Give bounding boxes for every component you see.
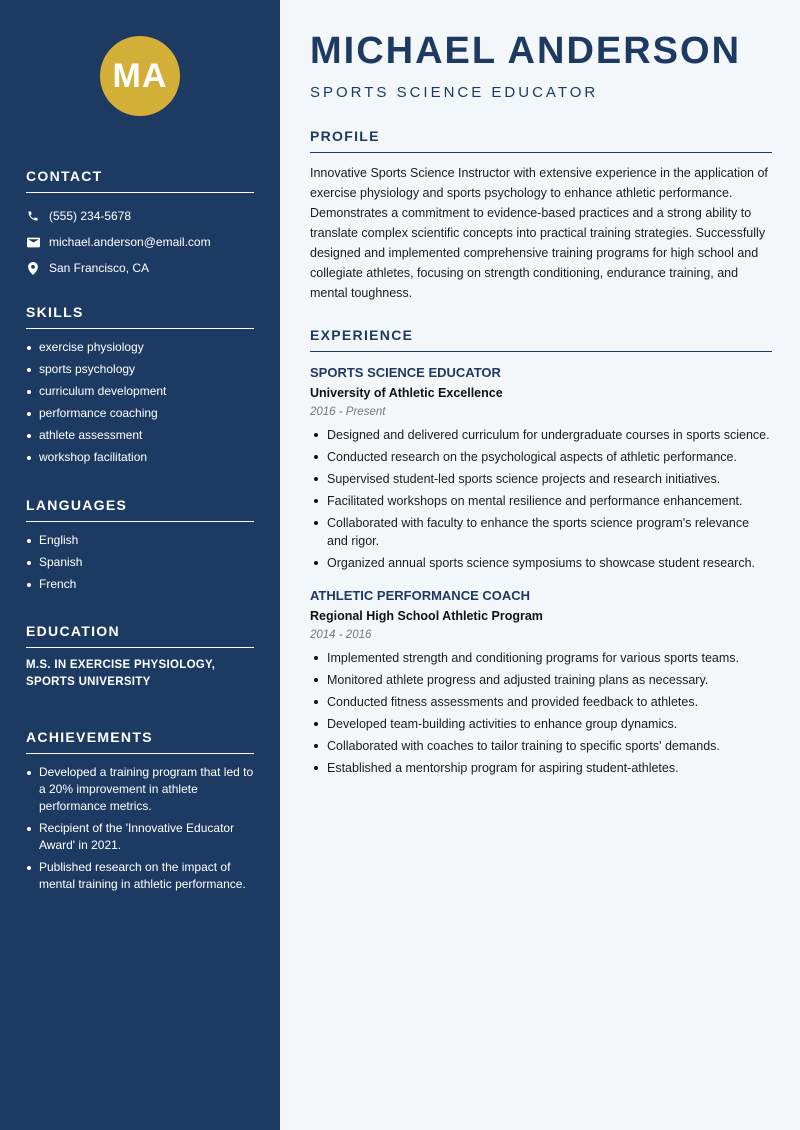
contact-location-text: San Francisco, CA — [49, 261, 150, 275]
job-bullet: Conducted fitness assessments and provided feedback to athletes. — [310, 693, 772, 711]
language-item: English — [26, 532, 254, 549]
language-item: French — [26, 576, 254, 593]
job-bullet: Collaborated with faculty to enhance the sports science program's relevance and rigor. — [310, 514, 772, 550]
job-entry — [310, 588, 772, 777]
skills-heading: SKILLS — [26, 304, 254, 329]
contact-section — [26, 168, 254, 281]
achievements-section — [26, 729, 254, 898]
job-entry — [310, 365, 772, 572]
avatar-initials: MA — [112, 56, 168, 95]
profile-section — [310, 128, 772, 303]
languages-heading: LANGUAGES — [26, 497, 254, 522]
language-item: Spanish — [26, 554, 254, 571]
job-bullets — [310, 426, 772, 572]
contact-phone-text: (555) 234-5678 — [49, 209, 132, 223]
skill-item: curriculum development — [26, 383, 254, 400]
job-bullet: Established a mentorship program for aspiring student-athletes. — [310, 759, 772, 777]
job-bullet: Developed team-building activities to enhance group dynamics. — [310, 715, 772, 733]
job-bullet: Conducted research on the psychological aspects of athletic performance. — [310, 448, 772, 466]
candidate-role: SPORTS SCIENCE EDUCATOR — [310, 84, 599, 101]
job-bullet: Implemented strength and conditioning programs for various sports teams. — [310, 649, 772, 667]
skill-item: sports psychology — [26, 361, 254, 378]
achievements-heading: ACHIEVEMENTS — [26, 729, 254, 754]
location-pin-icon — [26, 261, 40, 275]
job-bullet: Supervised student-led sports science projects and research initiatives. — [310, 470, 772, 488]
skill-item: exercise physiology — [26, 339, 254, 356]
sidebar — [0, 0, 280, 1130]
achievement-item: Published research on the impact of mental training in athletic performance. — [26, 859, 254, 893]
profile-text: Innovative Sports Science Instructor with extensive experience in the application of exercise physiology and sports psychology to enhance athletic performance. Demonstrates a commitment to evidence-based practices and a strong ability to translate complex scientific concepts into practical training strategies. Successfully designed and implemented comprehensive training programs for high school and collegiate athletes, focusing on strength conditioning, endurance training, and mental toughness. — [310, 166, 768, 300]
job-bullet: Facilitated workshops on mental resilience and performance enhancement. — [310, 492, 772, 510]
experience-heading: EXPERIENCE — [310, 327, 772, 352]
mail-icon — [26, 235, 40, 249]
job-bullet: Designed and delivered curriculum for undergraduate courses in sports science. — [310, 426, 772, 444]
education-degree: M.S. IN EXERCISE PHYSIOLOGY, SPORTS UNIVERSITY — [26, 659, 216, 688]
job-bullet: Organized annual sports science symposiums to showcase student research. — [310, 554, 772, 572]
education-heading: EDUCATION — [26, 623, 254, 648]
job-bullets — [310, 649, 772, 777]
achievements-list — [26, 764, 254, 893]
avatar — [100, 36, 180, 116]
contact-email[interactable] — [26, 229, 254, 255]
skills-section — [26, 304, 254, 471]
job-organization: Regional High School Athletic Program — [310, 609, 543, 623]
contact-heading: CONTACT — [26, 168, 254, 193]
profile-heading: PROFILE — [310, 128, 772, 153]
languages-list — [26, 532, 254, 593]
job-organization: University of Athletic Excellence — [310, 386, 503, 400]
skill-item: athlete assessment — [26, 427, 254, 444]
languages-section — [26, 497, 254, 598]
contact-location — [26, 255, 254, 281]
job-bullet: Monitored athlete progress and adjusted training plans as necessary. — [310, 671, 772, 689]
education-section — [26, 623, 254, 691]
job-title: SPORTS SCIENCE EDUCATOR — [310, 365, 501, 380]
contact-phone[interactable] — [26, 203, 254, 229]
skill-item: workshop facilitation — [26, 449, 254, 466]
achievement-item: Recipient of the 'Innovative Educator Award' in 2021. — [26, 820, 254, 854]
skill-item: performance coaching — [26, 405, 254, 422]
experience-section — [310, 327, 772, 781]
achievement-item: Developed a training program that led to a 20% improvement in athlete performance metrics. — [26, 764, 254, 815]
job-title: ATHLETIC PERFORMANCE COACH — [310, 588, 531, 603]
contact-list — [26, 203, 254, 281]
phone-icon — [26, 209, 40, 223]
contact-email-text: michael.anderson@email.com — [49, 235, 211, 249]
candidate-name: MICHAEL ANDERSON — [310, 30, 742, 72]
job-bullet: Collaborated with coaches to tailor training to specific sports' demands. — [310, 737, 772, 755]
skills-list — [26, 339, 254, 466]
job-dates: 2014 - 2016 — [310, 629, 372, 641]
job-dates: 2016 - Present — [310, 406, 386, 418]
